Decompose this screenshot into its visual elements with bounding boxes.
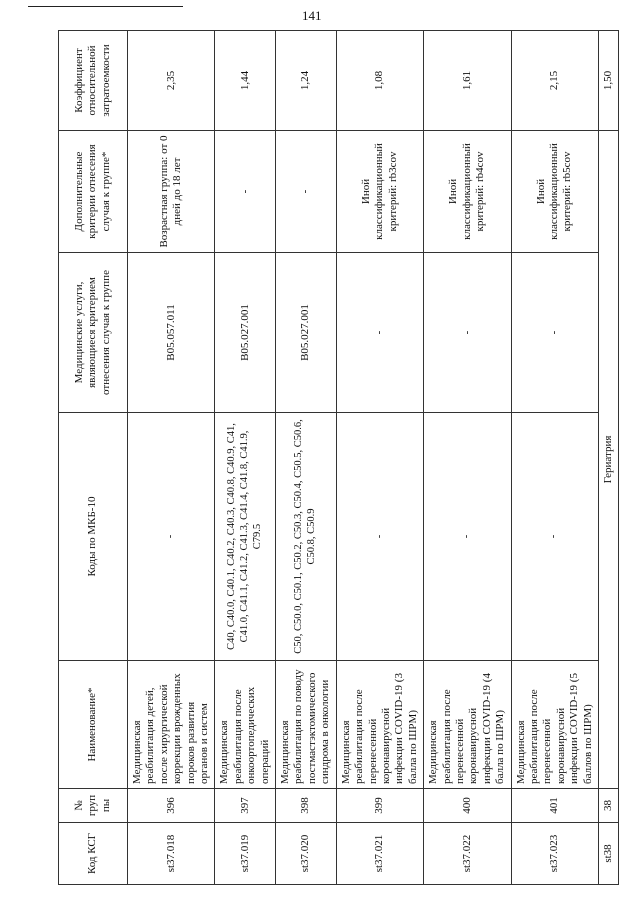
top-rule (28, 6, 183, 7)
cell-name: Медицинская реабилитация после перенесенной коронавирусной инфекции COVID-19 (3 балла по ШРМ) (336, 661, 423, 789)
header-mkb: Коды по МКБ-10 (59, 413, 128, 661)
header-name: Наименование* (59, 661, 128, 789)
cell-name: Медицинская реабилитация детей, после хирургической коррекции врожденных пороков развития органов и систем (128, 661, 215, 789)
cell-coef: 2,15 (511, 31, 598, 131)
section-row (599, 31, 619, 885)
ksg-table (58, 30, 619, 885)
table-row (276, 31, 337, 885)
cell-additional: Иной классификационный критерий: rb4cov (424, 131, 511, 253)
table-header-row (59, 31, 128, 885)
cell-coef: 1,24 (276, 31, 337, 131)
cell-mkb: - (336, 413, 423, 661)
cell-group: 398 (276, 789, 337, 823)
cell-services: B05.057.011 (128, 253, 215, 413)
cell-mkb: C50, C50.0, C50.1, C50.2, C50.3, C50.4, C50.5, C50.6, C50.8, C50.9 (276, 413, 337, 661)
cell-additional: - (215, 131, 276, 253)
cell-mkb: C40, C40.0, C40.1, C40.2, C40.3, C40.8, C40.9, C41, C41.0, C41.1, C41.2, C41.3, C41.4, C41.8, C41.9, C79.5 (215, 413, 276, 661)
cell-coef: 1,61 (424, 31, 511, 131)
cell-coef: 1,08 (336, 31, 423, 131)
section-title: Гериатрия (599, 131, 619, 789)
cell-name: Медицинская реабилитация после онкоортопедических операций (215, 661, 276, 789)
page-number: 141 (302, 8, 322, 23)
cell-code: st37.018 (128, 823, 215, 885)
cell-code: st37.023 (511, 823, 598, 885)
header-coef: Коэффициент относительной затратоемкости (59, 31, 128, 131)
cell-coef: 2,35 (128, 31, 215, 131)
cell-group: 401 (511, 789, 598, 823)
cell-code: st37.021 (336, 823, 423, 885)
cell-additional: Иной классификационный критерий: rb5cov (511, 131, 598, 253)
cell-services: - (336, 253, 423, 413)
cell-services: - (424, 253, 511, 413)
table-row (215, 31, 276, 885)
table-row (336, 31, 423, 885)
table-row (511, 31, 598, 885)
section-group: 38 (599, 789, 619, 823)
cell-name: Медицинская реабилитация после перенесенной коронавирусной инфекции COVID-19 (4 балла по ШРМ) (424, 661, 511, 789)
cell-name: Медицинская реабилитация после перенесенной коронавирусной инфекции COVID-19 (5 баллов по ШРМ) (511, 661, 598, 789)
cell-mkb: - (424, 413, 511, 661)
cell-mkb: - (511, 413, 598, 661)
header-services: Медицинские услуги, являющиеся критерием отнесения случая к группе (59, 253, 128, 413)
cell-group: 399 (336, 789, 423, 823)
cell-services: B05.027.001 (276, 253, 337, 413)
section-coef: 1,50 (599, 31, 619, 131)
cell-code: st37.019 (215, 823, 276, 885)
cell-code: st37.020 (276, 823, 337, 885)
cell-name: Медицинская реабилитация по поводу постмастэктомического синдрома в онкологии (276, 661, 337, 789)
header-group: № группы (59, 789, 128, 823)
header-additional: Дополнительные критерии отнесения случая к группе* (59, 131, 128, 253)
cell-code: st37.022 (424, 823, 511, 885)
cell-additional: Возрастная группа: от 0 дней до 18 лет (128, 131, 215, 253)
header-code: Код КСГ (59, 823, 128, 885)
table-row (128, 31, 215, 885)
cell-mkb: - (128, 413, 215, 661)
table-row (424, 31, 511, 885)
cell-coef: 1,44 (215, 31, 276, 131)
cell-additional: - (276, 131, 337, 253)
cell-group: 400 (424, 789, 511, 823)
cell-group: 396 (128, 789, 215, 823)
section-code: st38 (599, 823, 619, 885)
cell-additional: Иной классификационный критерий: rb3cov (336, 131, 423, 253)
cell-services: - (511, 253, 598, 413)
cell-group: 397 (215, 789, 276, 823)
rotated-table-wrapper (58, 31, 614, 885)
cell-services: B05.027.001 (215, 253, 276, 413)
